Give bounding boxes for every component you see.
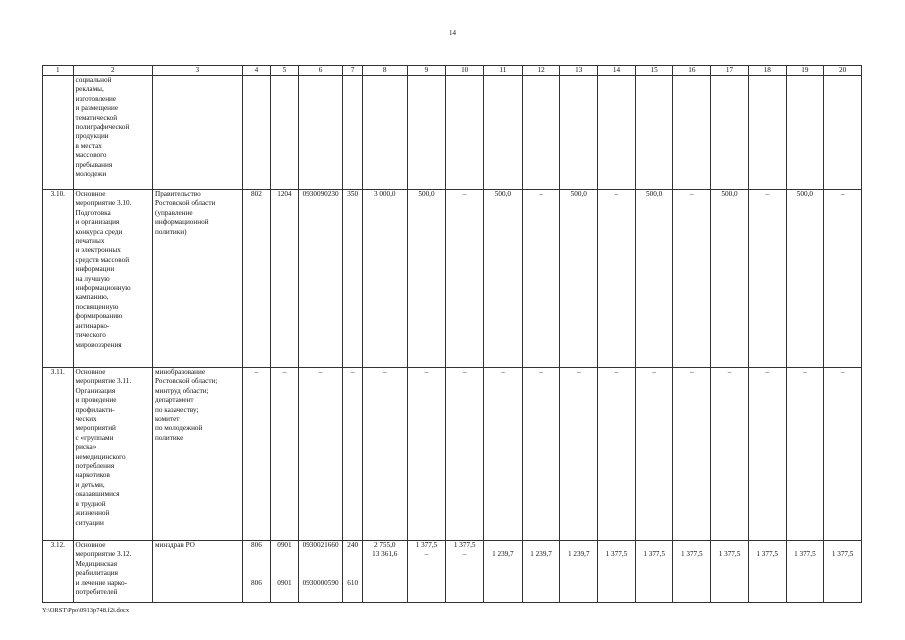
executor: минздрав РО [153,541,243,603]
program-table [42,65,862,603]
cell: 500,0 [635,190,673,368]
header-cell: 6 [298,66,343,76]
cell [242,76,271,190]
header-cell: 13 [560,66,598,76]
cell-value: 0930021660 [302,541,339,549]
cell: – [786,368,824,541]
cell [362,541,407,603]
cell: 500,0 [560,190,598,368]
cell [711,76,749,190]
cell [824,76,862,190]
cell-value: – [424,550,429,559]
cell: 500,0 [786,190,824,368]
cell: – [522,368,560,541]
cell [242,541,271,603]
cell: – [598,190,636,368]
cell: – [407,368,446,541]
activity-name: Основное мероприятие 3.12. Медицинская реабилитация и лечение нарко- потребителей [73,541,152,603]
cell: 3 000,0 [362,190,407,368]
cell: – [362,368,407,541]
header-cell: 18 [748,66,786,76]
cell [786,76,824,190]
header-cell: 1 [43,66,74,76]
cell [407,541,446,603]
cell-value: 0901 [277,541,292,549]
cell: 1204 [271,190,299,368]
cell [298,541,343,603]
cell: – [824,368,862,541]
cell [446,76,484,190]
executor [153,76,243,190]
cell [446,541,484,603]
header-cell: 11 [484,66,523,76]
cell: 802 [242,190,271,368]
cell [407,76,446,190]
cell: 500,0 [711,190,749,368]
cell [673,76,711,190]
cell: – [343,368,362,541]
header-cell: 4 [242,66,271,76]
cell: – [673,190,711,368]
header-cell: 10 [446,66,484,76]
header-cell: 17 [711,66,749,76]
cell-value: 0901 [277,579,292,588]
cell-value: 806 [251,579,262,588]
header-cell: 19 [786,66,824,76]
cell [343,76,362,190]
cell: – [824,190,862,368]
row-number [43,76,74,190]
header-cell: 8 [362,66,407,76]
cell: – [484,368,523,541]
table-row [43,541,862,603]
cell-value: 1 377,5 [453,541,476,549]
cell [598,76,636,190]
cell-value: 2 755,0 [373,541,396,549]
cell-value: 1 377,5 [415,541,438,549]
activity-name: Основное мероприятие 3.11. Организация и проведение профилакти- ческих мероприятий с «группами риска» немедицинского потребления наркотиков и детьми, оказавшимися в трудной жизненной ситуации [73,368,152,541]
header-cell: 15 [635,66,673,76]
header-cell: 7 [343,66,362,76]
cell [298,76,343,190]
cell: 1 377,5 [748,541,786,603]
cell: – [635,368,673,541]
cell: 1 377,5 [598,541,636,603]
file-path-footer: Y:\ORST\Ppo\0913p748.f2i.docx [42,607,130,614]
cell: 1 377,5 [786,541,824,603]
cell: – [446,190,484,368]
cell [484,76,523,190]
cell-value: 806 [251,541,262,549]
header-cell: 16 [673,66,711,76]
row-number: 3.10. [43,190,74,368]
cell: – [560,368,598,541]
header-cell: 14 [598,66,636,76]
page-number: 14 [449,29,456,37]
executor: минобразование Ростовской области; минтруд области; департамент по казачеству; комитет по молодежной политике [153,368,243,541]
cell: – [242,368,271,541]
cell: 1 239,7 [522,541,560,603]
cell: 1 377,5 [673,541,711,603]
cell: – [748,190,786,368]
cell: – [711,368,749,541]
cell: 500,0 [407,190,446,368]
activity-name: Основное мероприятие 3.10. Подготовка и организация конкурса среди печатных и электронных средств массовой информации на лучшую информационную кампанию, посвященную формированию антинарко- тического мировоззрения [73,190,152,368]
header-cell: 3 [153,66,243,76]
table-row [43,368,862,541]
cell [560,76,598,190]
header-cell: 12 [522,66,560,76]
header-row [43,66,862,76]
cell-value: – [462,550,467,559]
cell [748,76,786,190]
cell-value: 0930000590 [302,579,339,588]
cell: – [748,368,786,541]
cell [362,76,407,190]
cell: – [298,368,343,541]
cell [522,76,560,190]
cell: 1 377,5 [824,541,862,603]
cell: 1 239,7 [484,541,523,603]
cell: 1 377,5 [635,541,673,603]
cell [343,541,362,603]
cell: – [598,368,636,541]
cell: – [446,368,484,541]
cell: – [271,368,299,541]
cell: 350 [343,190,362,368]
cell [271,541,299,603]
cell: – [673,368,711,541]
row-number: 3.11. [43,368,74,541]
cell [271,76,299,190]
cell-value: 240 [347,541,359,549]
cell-value: 13 361,6 [372,550,398,559]
cell: 1 377,5 [711,541,749,603]
cell: 1 239,7 [560,541,598,603]
cell: 0930090230 [298,190,343,368]
cell-value: 610 [347,579,359,588]
table-row [43,190,862,368]
executor: Правительство Ростовской области (управление информационной политики) [153,190,243,368]
header-cell: 9 [407,66,446,76]
cell [635,76,673,190]
cell: 500,0 [484,190,523,368]
activity-name: социальной рекламы, изготовление и размещение тематической полиграфической продукции в местах массового пребывания молодежи [73,76,152,190]
row-number: 3.12. [43,541,74,603]
header-cell: 2 [73,66,152,76]
table-row [43,76,862,190]
header-cell: 20 [824,66,862,76]
header-cell: 5 [271,66,299,76]
cell: – [522,190,560,368]
